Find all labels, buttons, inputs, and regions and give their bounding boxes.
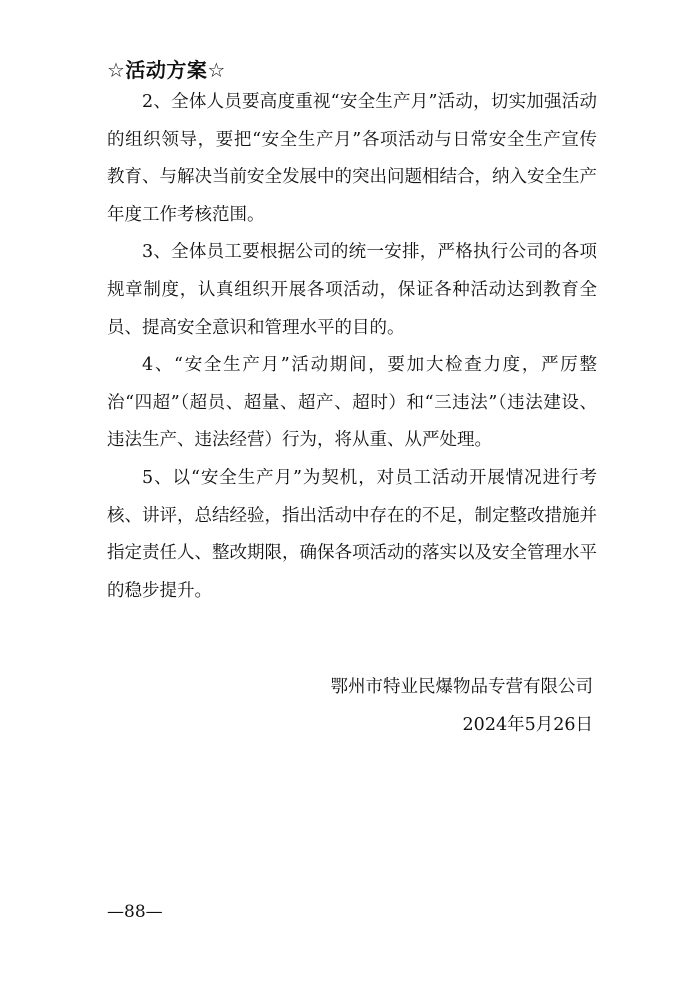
signature-organization: 鄂州市特业民爆物品专营有限公司 <box>330 677 593 697</box>
signature-date: 2024年5月26日 <box>462 715 593 735</box>
page-number: —88— <box>107 902 163 922</box>
section-title: ☆活动方案☆ <box>107 58 226 82</box>
paragraph-item-2: 2、全体人员要高度重视“安全生产月”活动，切实加强活动的组织领导，要把“安全生产月”各项活动与日常安全生产宣传教育、与解决当前安全发展中的突出问题相结合，纳入安全生产年度工作考核范围。 <box>107 92 597 225</box>
paragraph-item-3: 3、全体员工要根据公司的统一安排，严格执行公司的各项规章制度，认真组织开展各项活动，保证各种活动达到教育全员、提高安全意识和管理水平的目的。 <box>107 242 597 338</box>
paragraph-item-5: 5、以“安全生产月”为契机，对员工活动开展情况进行考核、讲评，总结经验，指出活动中存在的不足，制定整改措施并指定责任人、整改期限，确保各项活动的落实以及安全管理水平的稳步提升。 <box>107 467 597 601</box>
document-body <box>107 84 597 610</box>
signature-block <box>331 668 594 744</box>
paragraph-item-4: 4、“安全生产月”活动期间，要加大检查力度，严厉整治“四超”（超员、超量、超产、超时）和“三违法”（违法建设、违法生产、违法经营）行为，将从重、从严处理。 <box>107 355 597 451</box>
